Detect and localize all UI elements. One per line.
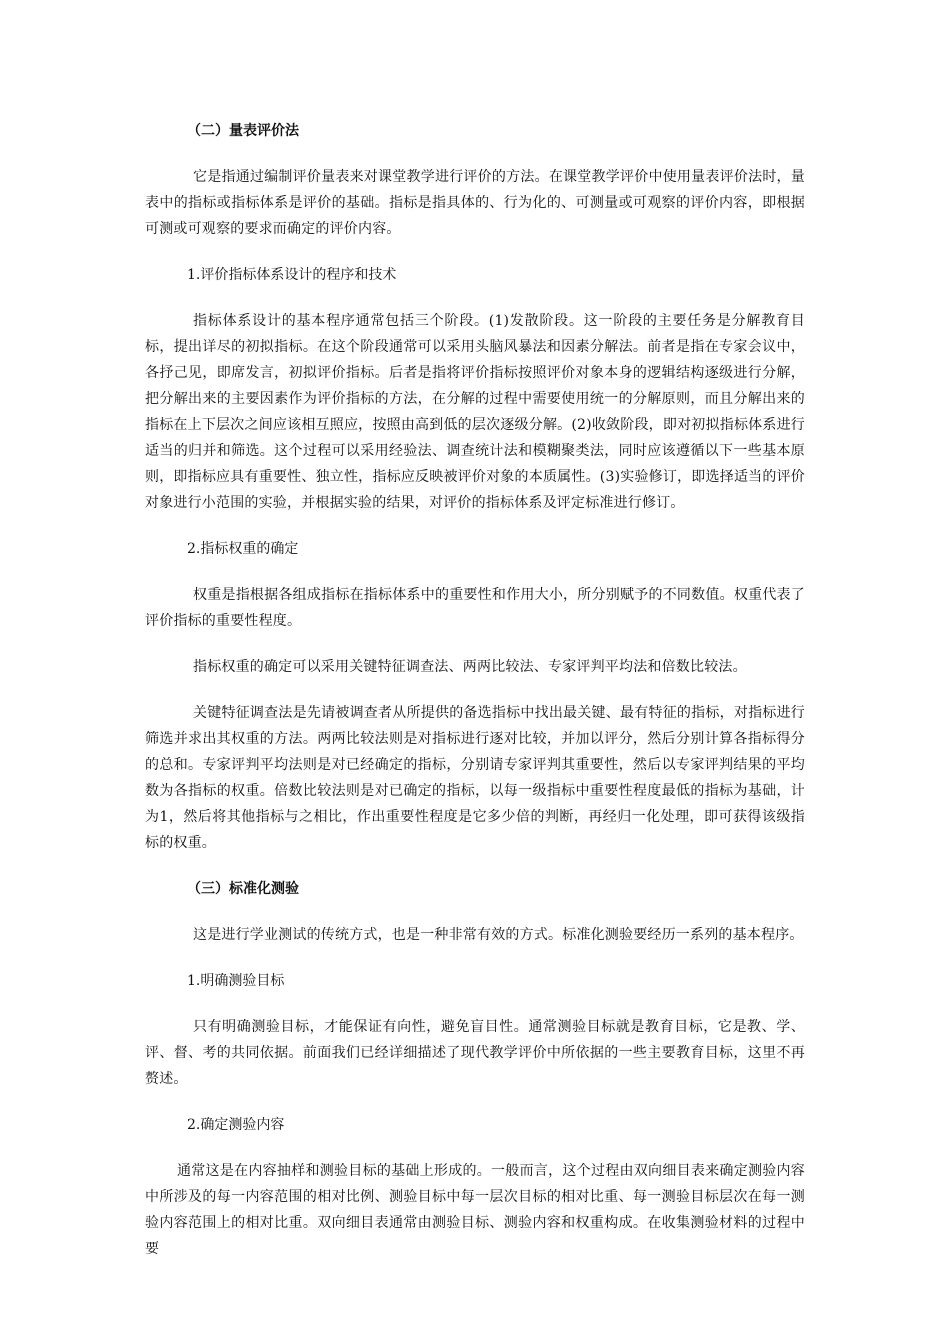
subheading-test-objective: 1.明确测验目标 bbox=[187, 973, 285, 989]
paragraph-test-content: 通常这是在内容抽样和测验目标的基础上形成的。一般而言，这个过程由双向细目表来确定测验内容中所涉及的每一内容范围的相对比例、测验目标中每一层次目标的相对比重、每一测验目标层次在每一测验内容范围上的相对比重。双向细目表通常由测验目标、测验内容和权重构成。在收集测验材料的过程中要 bbox=[145, 1163, 805, 1257]
subheading-test-content: 2.确定测验内容 bbox=[187, 1117, 285, 1133]
section-heading-standardized-test: （三）标准化测验 bbox=[187, 881, 299, 897]
paragraph-standardized-intro: 这是进行学业测试的传统方式，也是一种非常有效的方式。标准化测验要经历一系列的基本程序。 bbox=[193, 927, 804, 943]
paragraph-indicator-design: 指标体系设计的基本程序通常包括三个阶段。(1)发散阶段。这一阶段的主要任务是分解教育目标，提出详尽的初拟指标。在这个阶段通常可以采用头脑风暴法和因素分解法。前者是指在专家会议中，各抒己见，即席发言，初拟评价指标。后者是指将评价指标按照评价对象本身的逻辑结构逐级进行分解，把分解出来的主要因素作为评价指标的方法，在分解的过程中需要使用统一的分解原则，而且分解出来的指标在上下层次之间应该相互照应，按照由高到低的层次逐级分解。(2)收敛阶段，即对初拟指标体系进行适当的归并和筛选。这个过程可以采用经验法、调查统计法和模糊聚类法，同时应该遵循以下一些基本原则，即指标应具有重要性、独立性，指标应反映被评价对象的本质属性。(3)实验修订，即选择适当的评价对象进行小范围的实验，并根据实验的结果，对评价的指标体系及评定标准进行修订。 bbox=[145, 313, 805, 511]
paragraph-scale-intro: 它是指通过编制评价量表来对课堂教学进行评价的方法。在课堂教学评价中使用量表评价法时，量表中的指标或指标体系是评价的基础。指标是指具体的、行为化的、可测量或可观察的评价内容，即根据可测或可观察的要求而确定的评价内容。 bbox=[145, 169, 805, 237]
paragraph-weight-definition: 权重是指根据各组成指标在指标体系中的重要性和作用大小，所分别赋予的不同数值。权重代表了评价指标的重要性程度。 bbox=[145, 587, 805, 629]
paragraph-weight-methods: 指标权重的确定可以采用关键特征调查法、两两比较法、专家评判平均法和倍数比较法。 bbox=[193, 659, 747, 675]
paragraph-test-objective: 只有明确测验目标，才能保证有向性，避免盲目性。通常测验目标就是教育目标，它是教、学、评、督、考的共同依据。前面我们已经详细描述了现代教学评价中所依据的一些主要教育目标，这里不再赘述。 bbox=[145, 1019, 805, 1087]
document-page bbox=[145, 118, 805, 1262]
subheading-indicator-design: 1.评价指标体系设计的程序和技术 bbox=[187, 267, 397, 283]
section-heading-scale-evaluation: （二）量表评价法 bbox=[187, 123, 299, 139]
paragraph-weight-methods-detail: 关键特征调查法是先请被调查者从所提供的备选指标中找出最关键、最有特征的指标，对指标进行筛选并求出其权重的方法。两两比较法则是对指标进行逐对比较，并加以评分，然后分别计算各指标得分的总和。专家评判平均法则是对已经确定的指标，分别请专家评判其重要性，然后以专家评判结果的平均数为各指标的权重。倍数比较法则是对已确定的指标，以每一级指标中重要性程度最低的指标为基础，计为1，然后将其他指标与之相比，作出重要性程度是它多少倍的判断，再经归一化处理，即可获得该级指标的权重。 bbox=[145, 705, 805, 851]
subheading-weight-determination: 2.指标权重的确定 bbox=[187, 541, 299, 557]
